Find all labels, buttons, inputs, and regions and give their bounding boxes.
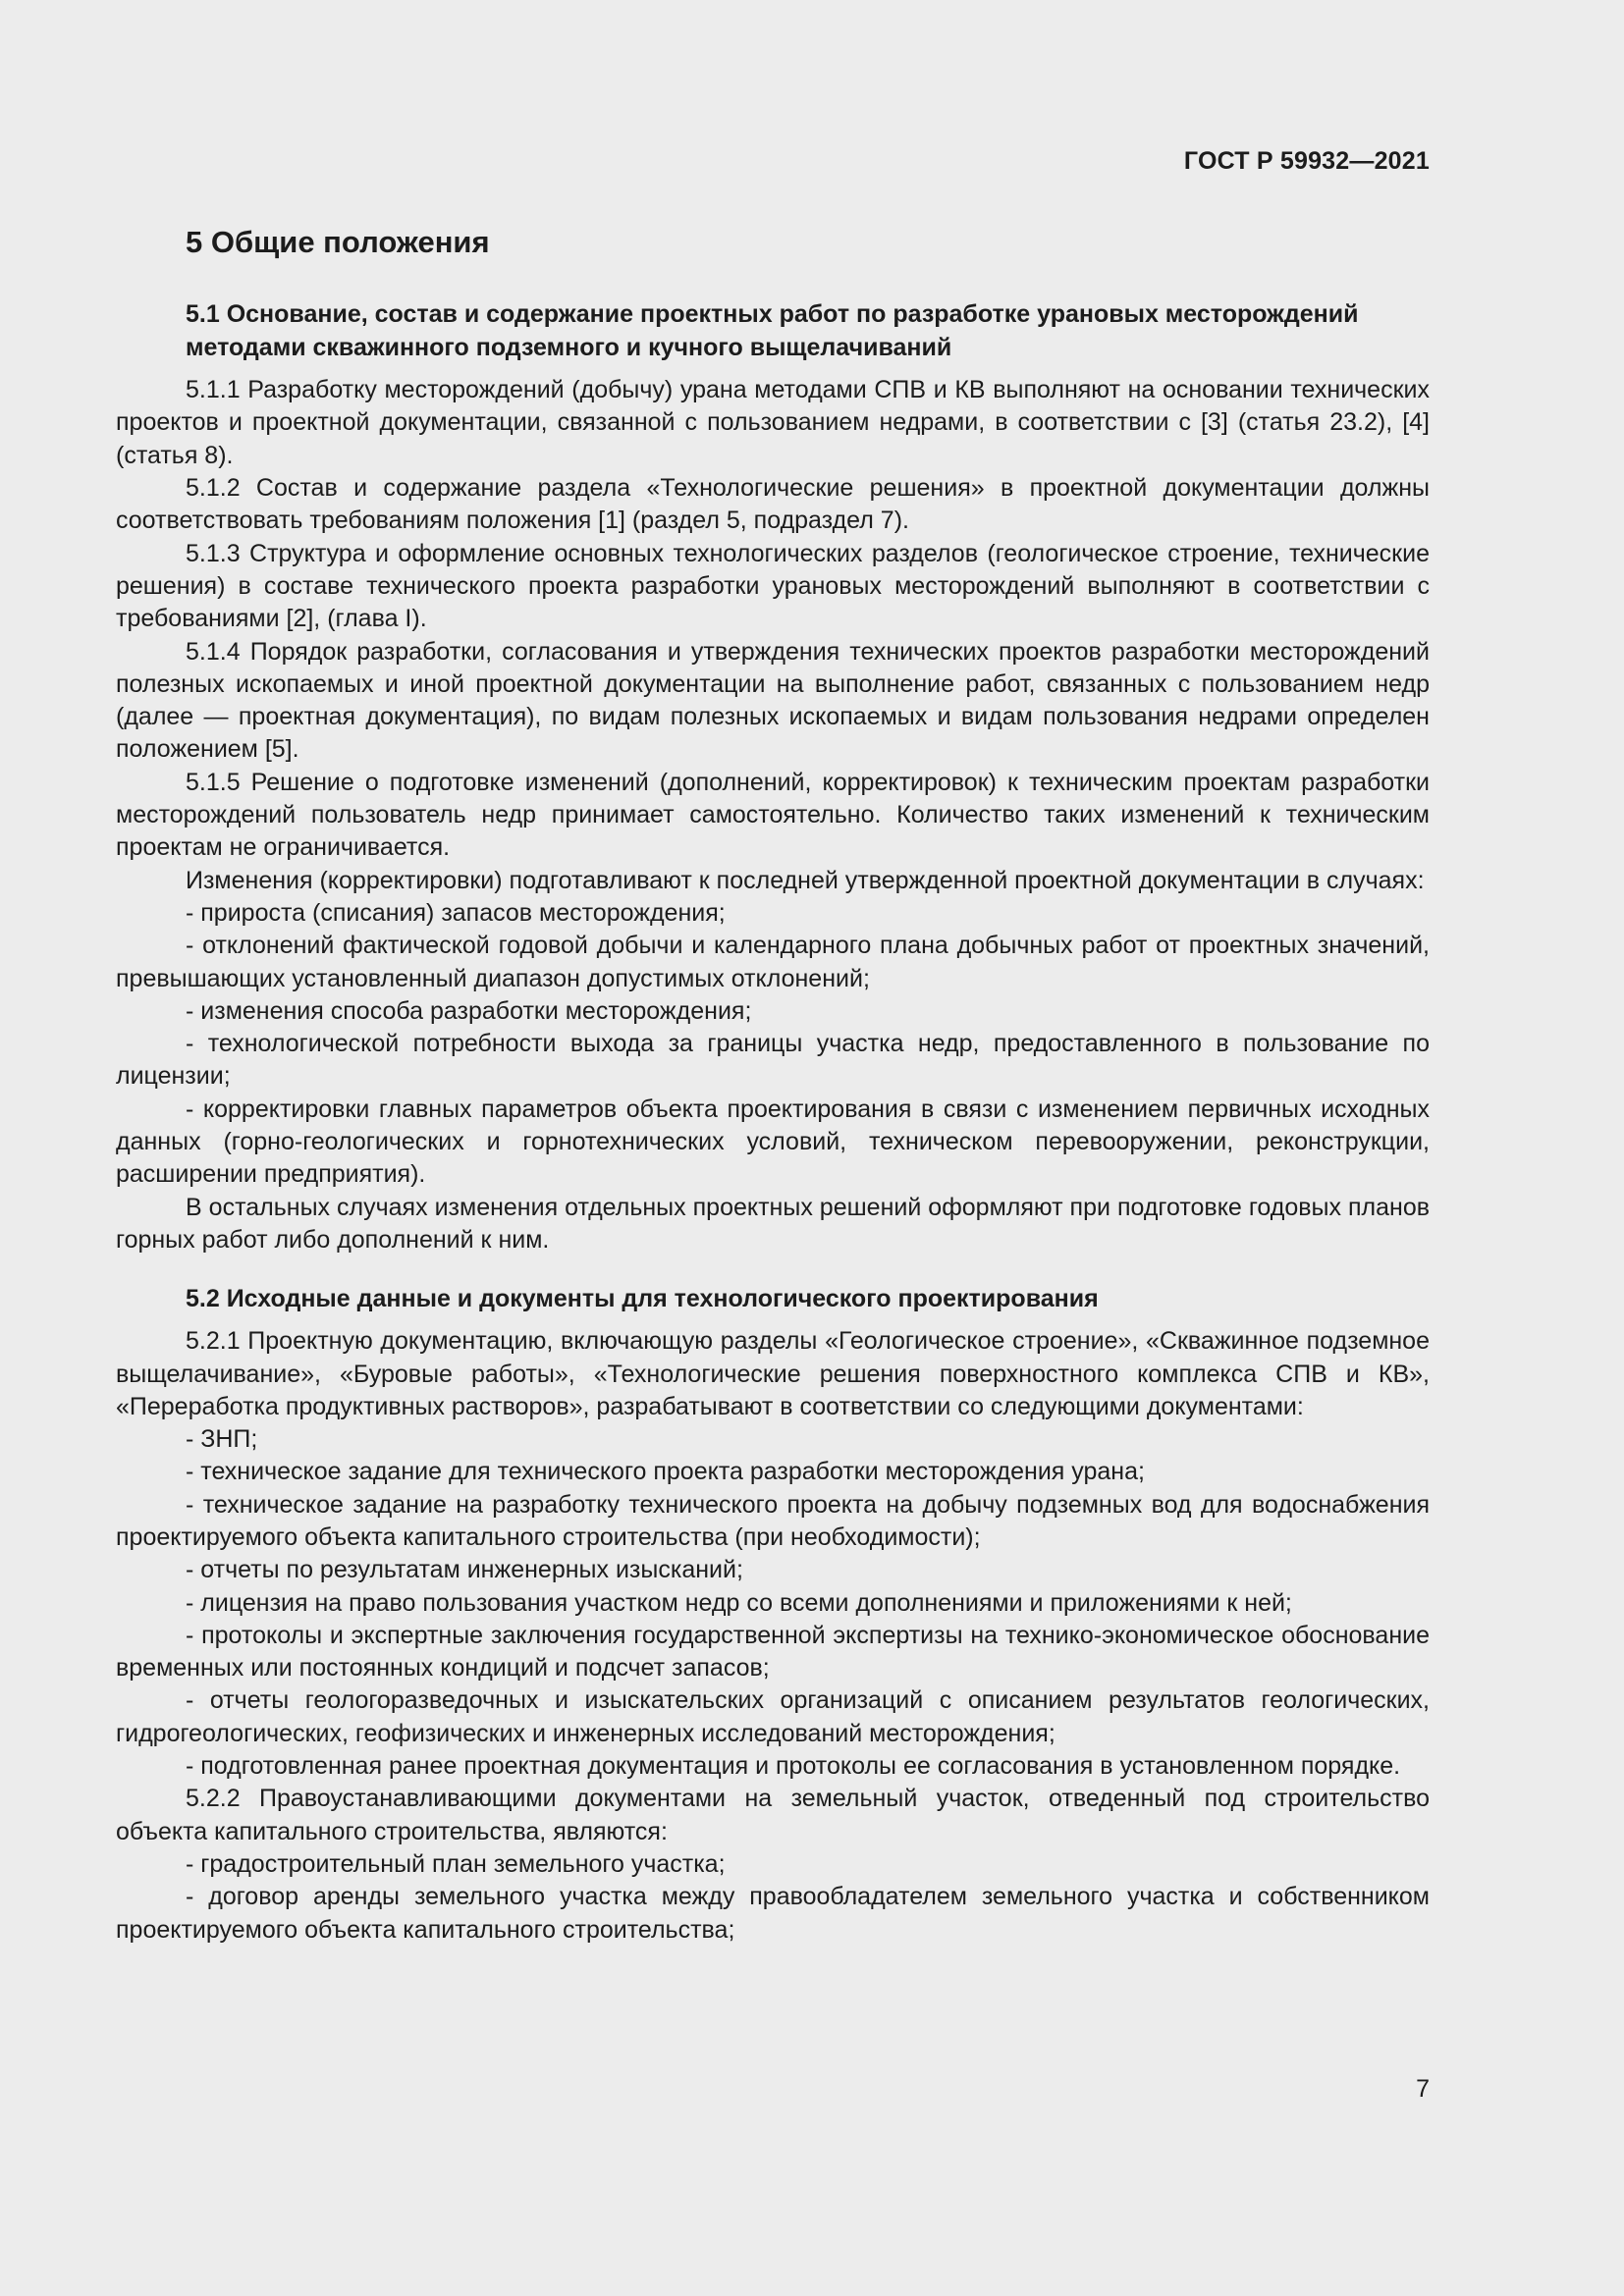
page-content <box>116 224 1430 1947</box>
list-item: - корректировки главных параметров объекта проектирования в связи с изменением первичных исходных данных (горно-геологических и горнотехнических условий, техническом перевооружении, реконструкции, расширении предприятия). <box>116 1095 1430 1189</box>
paragraph: 5.1.2 Состав и содержание раздела «Технологические решения» в проектной документации должны соответствовать требованиям положения [1] (раздел 5, подраздел 7). <box>116 474 1430 535</box>
list-item: - лицензия на право пользования участком недр со всеми дополнениями и приложениями к ней; <box>186 1588 1292 1617</box>
paragraph: 5.2.1 Проектную документацию, включающую разделы «Геологическое строение», «Скважинное подземное выщелачивание», «Буровые работы», «Технологические решения поверхностного комплекса СПВ и КВ», «Переработка продуктивных растворов», разрабатывают в соответствии со следующими документами: <box>116 1327 1430 1420</box>
list-item: - подготовленная ранее проектная документация и протоколы ее согласования в установленном порядке. <box>186 1752 1401 1781</box>
paragraph: 5.1.1 Разработку месторождений (добычу) урана методами СПВ и КВ выполняют на основании технических проектов и проектной документации, связанной с пользованием недрами, в соответствии с [3] (статья 23.2), [4] (статья 8). <box>116 376 1430 469</box>
list-item: - прироста (списания) запасов месторождения; <box>186 898 726 927</box>
list-item: - изменения способа разработки месторождения; <box>186 996 752 1025</box>
paragraph: 5.1.3 Структура и оформление основных технологических разделов (геологическое строение, технические решения) в составе технического проекта разработки урановых месторождений выполняют в соответствии с требованиями [2], (глава I). <box>116 539 1430 633</box>
paragraph: 5.1.5 Решение о подготовке изменений (дополнений, корректировок) к техническим проектам разработки месторождений пользователь недр принимает самостоятельно. Количество таких изменений к техническим проектам не ограничивается. <box>116 768 1430 862</box>
paragraph: В остальных случаях изменения отдельных проектных решений оформляют при подготовке годовых планов горных работ либо дополнений к ним. <box>116 1193 1430 1254</box>
list-item: - градостроительный план земельного участка; <box>186 1849 726 1878</box>
list-item: - техническое задание на разработку технического проекта на добычу подземных вод для водоснабжения проектируемого объекта капитального строительства (при необходимости); <box>116 1490 1430 1551</box>
subsection-title-5-1: 5.1 Основание, состав и содержание проектных работ по разработке урановых месторождений методами скважинного подземного и кучного выщелачиваний <box>186 300 1359 362</box>
list-item: - отчеты по результатам инженерных изысканий; <box>186 1556 743 1584</box>
subsection-body-5-1 <box>116 374 1430 1256</box>
paragraph: 5.2.2 Правоустанавливающими документами на земельный участок, отведенный под строительство объекта капитального строительства, являются: <box>116 1785 1430 1845</box>
section-title: 5 Общие положения <box>186 225 490 259</box>
subsection-title-5-2: 5.2 Исходные данные и документы для технологического проектирования <box>186 1285 1099 1313</box>
list-item: - технологической потребности выхода за границы участка недр, предоставленного в пользование по лицензии; <box>116 1030 1430 1091</box>
paragraph: 5.1.4 Порядок разработки, согласования и утверждения технических проектов разработки месторождений полезных ископаемых и иной проектной документации на выполнение работ, связанных с пользованием недр (далее — проектная документация), по видам полезных ископаемых и видам пользования недрами определен положением [5]. <box>116 637 1430 764</box>
paragraph: Изменения (корректировки) подготавливают к последней утвержденной проектной документации в случаях: <box>186 866 1425 894</box>
page-number: 7 <box>1416 2075 1430 2103</box>
list-item: - отклонений фактической годовой добычи и календарного плана добычных работ от проектных значений, превышающих установленный диапазон допустимых отклонений; <box>116 932 1430 992</box>
list-item: - ЗНП; <box>186 1425 258 1454</box>
list-item: - техническое задание для технического проекта разработки месторождения урана; <box>186 1458 1145 1486</box>
list-item: - отчеты геологоразведочных и изыскательских организаций с описанием результатов геологических, гидрогеологических, геофизических и инженерных исследований месторождения; <box>116 1686 1430 1747</box>
subsection-body-5-2 <box>116 1325 1430 1947</box>
document-code: ГОСТ Р 59932—2021 <box>1183 147 1430 175</box>
list-item: - договор аренды земельного участка между правообладателем земельного участка и собственником проектируемого объекта капитального строительства; <box>116 1883 1430 1944</box>
list-item: - протоколы и экспертные заключения государственной экспертизы на технико-экономическое обоснование временных или постоянных кондиций и подсчет запасов; <box>116 1621 1430 1682</box>
